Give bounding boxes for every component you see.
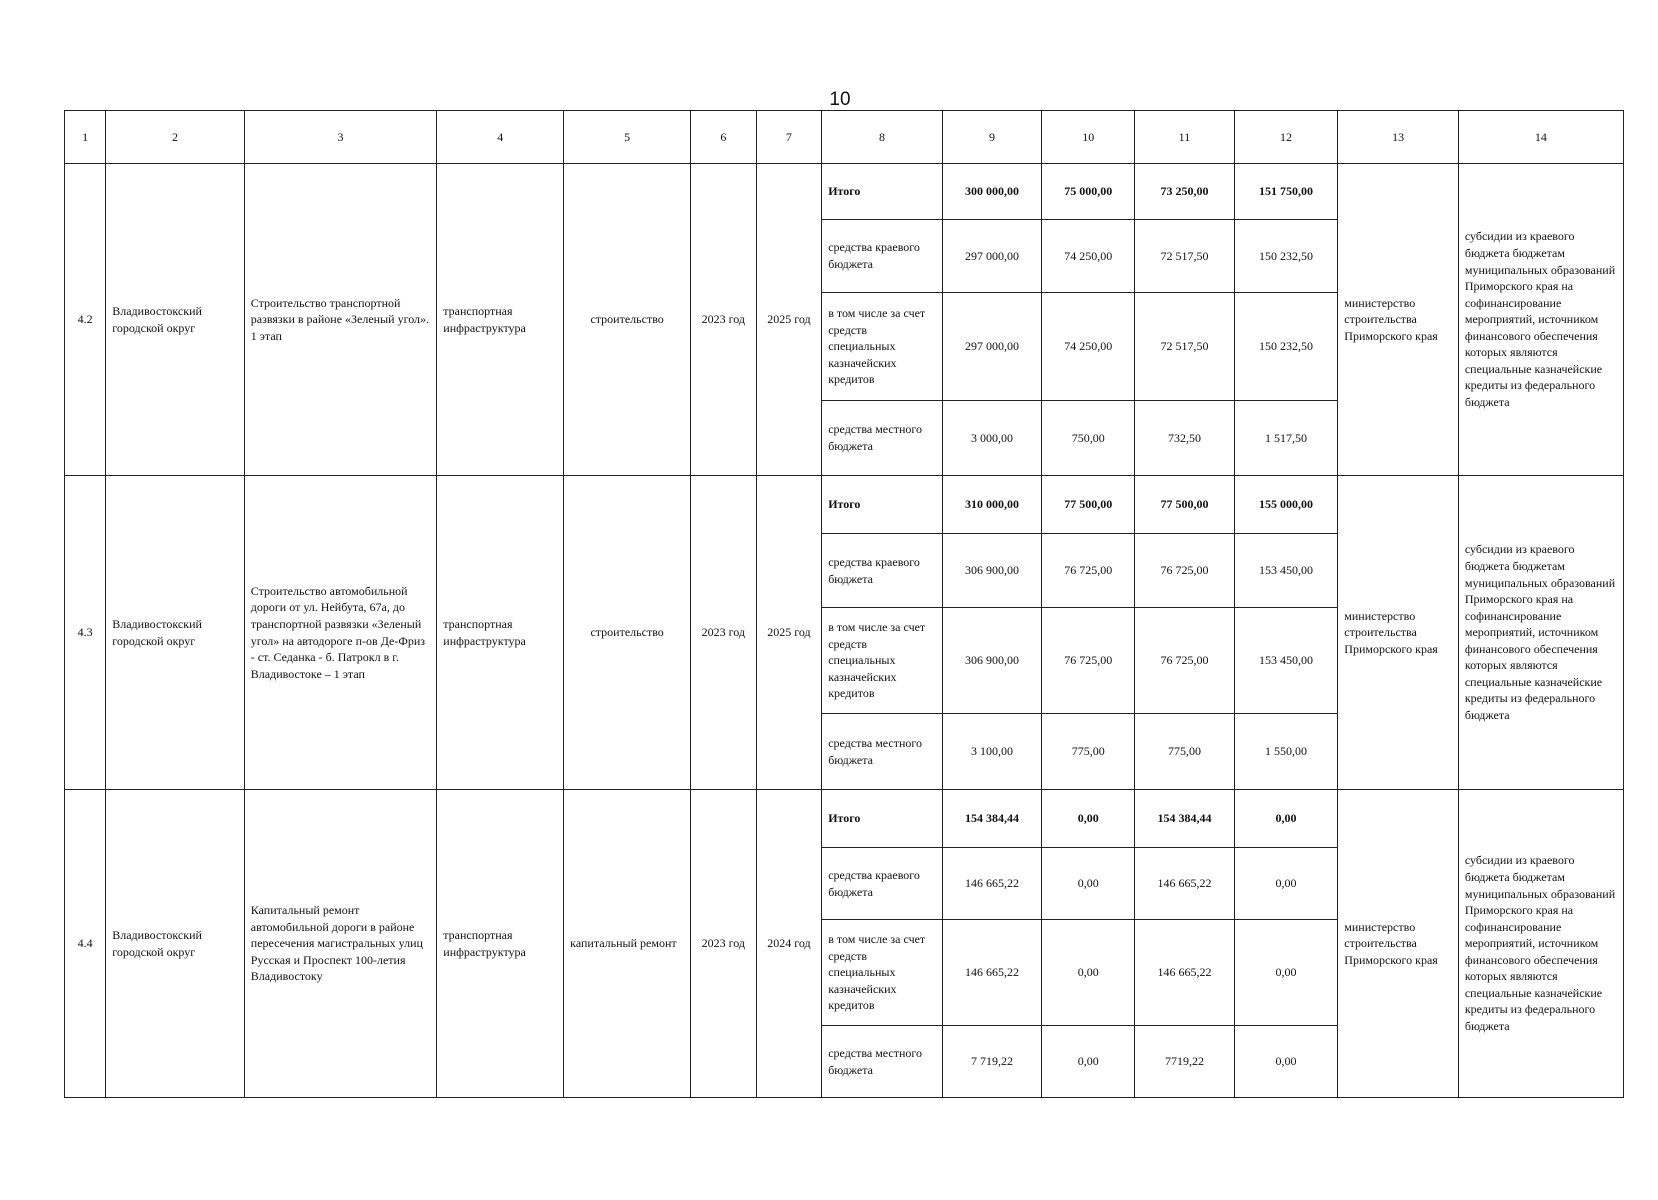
header-cell: 14	[1458, 111, 1623, 164]
amount-cell: 150 232,50	[1234, 293, 1338, 401]
table-body	[65, 111, 1624, 1098]
note-cell: субсидии из краевого бюджета бюджетам муниципальных образований Приморского края на софинансирование мероприятий, источником финансового обеспечения которых являются специальные казначейские кредиты из федерального бюджета	[1458, 476, 1623, 790]
amount-cell: 146 665,22	[1135, 848, 1234, 920]
header-row	[65, 111, 1624, 164]
amount-cell: 76 725,00	[1135, 534, 1234, 608]
amount-cell: 76 725,00	[1135, 608, 1234, 714]
municipality-cell: Владивостокский городской округ	[106, 476, 245, 790]
amount-cell: 73 250,00	[1135, 164, 1234, 220]
object-cell: Капитальный ремонт автомобильной дороги в районе пересечения магистральных улиц Русская и Проспект 100-летия Владивостоку	[244, 790, 436, 1098]
amount-cell: 310 000,00	[942, 476, 1041, 534]
municipality-cell: Владивостокский городской округ	[106, 790, 245, 1098]
amount-cell: 151 750,00	[1234, 164, 1338, 220]
amount-cell: 297 000,00	[942, 220, 1041, 293]
funding-source: Итого	[822, 164, 943, 220]
amount-cell: 0,00	[1234, 790, 1338, 848]
amount-cell: 153 450,00	[1234, 534, 1338, 608]
ministry-cell: министерство строительства Приморского края	[1338, 164, 1459, 476]
work-type-cell: строительство	[564, 164, 691, 476]
amount-cell: 0,00	[1234, 848, 1338, 920]
row-number: 4.2	[65, 164, 106, 476]
amount-cell: 0,00	[1042, 920, 1135, 1026]
note-cell: субсидии из краевого бюджета бюджетам муниципальных образований Приморского края на софинансирование мероприятий, источником финансового обеспечения которых являются специальные казначейские кредиты из федерального бюджета	[1458, 164, 1623, 476]
header-cell: 11	[1135, 111, 1234, 164]
object-cell: Строительство автомобильной дороги от ул. Нейбута, 67а, до транспортной развязки «Зеленый угол» на автодороге п-ов Де-Фриз - ст. Седанка - б. Патрокл в г. Владивостоке – 1 этап	[244, 476, 436, 790]
amount-cell: 7 719,22	[942, 1026, 1041, 1098]
amount-cell: 72 517,50	[1135, 293, 1234, 401]
amount-cell: 0,00	[1042, 1026, 1135, 1098]
amount-cell: 1 517,50	[1234, 401, 1338, 476]
page-number: 10	[829, 89, 851, 110]
amount-cell: 732,50	[1135, 401, 1234, 476]
start-year-cell: 2023 год	[691, 164, 757, 476]
amount-cell: 76 725,00	[1042, 608, 1135, 714]
amount-cell: 150 232,50	[1234, 220, 1338, 293]
work-type-cell: строительство	[564, 476, 691, 790]
ministry-cell: министерство строительства Приморского края	[1338, 790, 1459, 1098]
header-cell: 5	[564, 111, 691, 164]
amount-cell: 146 665,22	[1135, 920, 1234, 1026]
header-cell: 3	[244, 111, 436, 164]
amount-cell: 775,00	[1042, 714, 1135, 790]
end-year-cell: 2024 год	[756, 790, 822, 1098]
amount-cell: 300 000,00	[942, 164, 1041, 220]
row-number: 4.4	[65, 790, 106, 1098]
amount-cell: 74 250,00	[1042, 220, 1135, 293]
header-cell: 7	[756, 111, 822, 164]
funding-source: Итого	[822, 476, 943, 534]
amount-cell: 146 665,22	[942, 848, 1041, 920]
amount-cell: 0,00	[1042, 790, 1135, 848]
amount-cell: 0,00	[1042, 848, 1135, 920]
municipality-cell: Владивостокский городской округ	[106, 164, 245, 476]
header-cell: 2	[106, 111, 245, 164]
amount-cell: 154 384,44	[1135, 790, 1234, 848]
amount-cell: 7719,22	[1135, 1026, 1234, 1098]
amount-cell: 775,00	[1135, 714, 1234, 790]
budget-table	[64, 110, 1624, 1098]
funding-source: Итого	[822, 790, 943, 848]
header-cell: 10	[1042, 111, 1135, 164]
start-year-cell: 2023 год	[691, 476, 757, 790]
end-year-cell: 2025 год	[756, 476, 822, 790]
header-cell: 1	[65, 111, 106, 164]
amount-cell: 3 000,00	[942, 401, 1041, 476]
amount-cell: 297 000,00	[942, 293, 1041, 401]
table-row	[65, 790, 1624, 848]
amount-cell: 750,00	[1042, 401, 1135, 476]
sector-cell: транспортная инфраструктура	[437, 164, 564, 476]
header-cell: 8	[822, 111, 943, 164]
funding-source: в том числе за счет средств специальных казначейских кредитов	[822, 920, 943, 1026]
amount-cell: 75 000,00	[1042, 164, 1135, 220]
work-type-cell: капитальный ремонт	[564, 790, 691, 1098]
amount-cell: 77 500,00	[1135, 476, 1234, 534]
header-cell: 4	[437, 111, 564, 164]
amount-cell: 0,00	[1234, 920, 1338, 1026]
row-number: 4.3	[65, 476, 106, 790]
amount-cell: 3 100,00	[942, 714, 1041, 790]
amount-cell: 0,00	[1234, 1026, 1338, 1098]
amount-cell: 76 725,00	[1042, 534, 1135, 608]
header-cell: 6	[691, 111, 757, 164]
amount-cell: 77 500,00	[1042, 476, 1135, 534]
table-row	[65, 476, 1624, 534]
funding-source: средства краевого бюджета	[822, 848, 943, 920]
funding-source: средства местного бюджета	[822, 714, 943, 790]
funding-source: в том числе за счет средств специальных казначейских кредитов	[822, 608, 943, 714]
ministry-cell: министерство строительства Приморского края	[1338, 476, 1459, 790]
header-cell: 12	[1234, 111, 1338, 164]
amount-cell: 306 900,00	[942, 608, 1041, 714]
header-cell: 9	[942, 111, 1041, 164]
header-cell: 13	[1338, 111, 1459, 164]
amount-cell: 1 550,00	[1234, 714, 1338, 790]
note-cell: субсидии из краевого бюджета бюджетам муниципальных образований Приморского края на софинансирование мероприятий, источником финансового обеспечения которых являются специальные казначейские кредиты из федерального бюджета	[1458, 790, 1623, 1098]
funding-source: средства местного бюджета	[822, 1026, 943, 1098]
funding-source: средства местного бюджета	[822, 401, 943, 476]
funding-source: в том числе за счет средств специальных казначейских кредитов	[822, 293, 943, 401]
funding-source: средства краевого бюджета	[822, 534, 943, 608]
amount-cell: 155 000,00	[1234, 476, 1338, 534]
amount-cell: 153 450,00	[1234, 608, 1338, 714]
amount-cell: 74 250,00	[1042, 293, 1135, 401]
end-year-cell: 2025 год	[756, 164, 822, 476]
table-row	[65, 164, 1624, 220]
object-cell: Строительство транспортной развязки в районе «Зеленый угол». 1 этап	[244, 164, 436, 476]
funding-source: средства краевого бюджета	[822, 220, 943, 293]
amount-cell: 154 384,44	[942, 790, 1041, 848]
start-year-cell: 2023 год	[691, 790, 757, 1098]
amount-cell: 146 665,22	[942, 920, 1041, 1026]
amount-cell: 306 900,00	[942, 534, 1041, 608]
sector-cell: транспортная инфраструктура	[437, 790, 564, 1098]
sector-cell: транспортная инфраструктура	[437, 476, 564, 790]
amount-cell: 72 517,50	[1135, 220, 1234, 293]
